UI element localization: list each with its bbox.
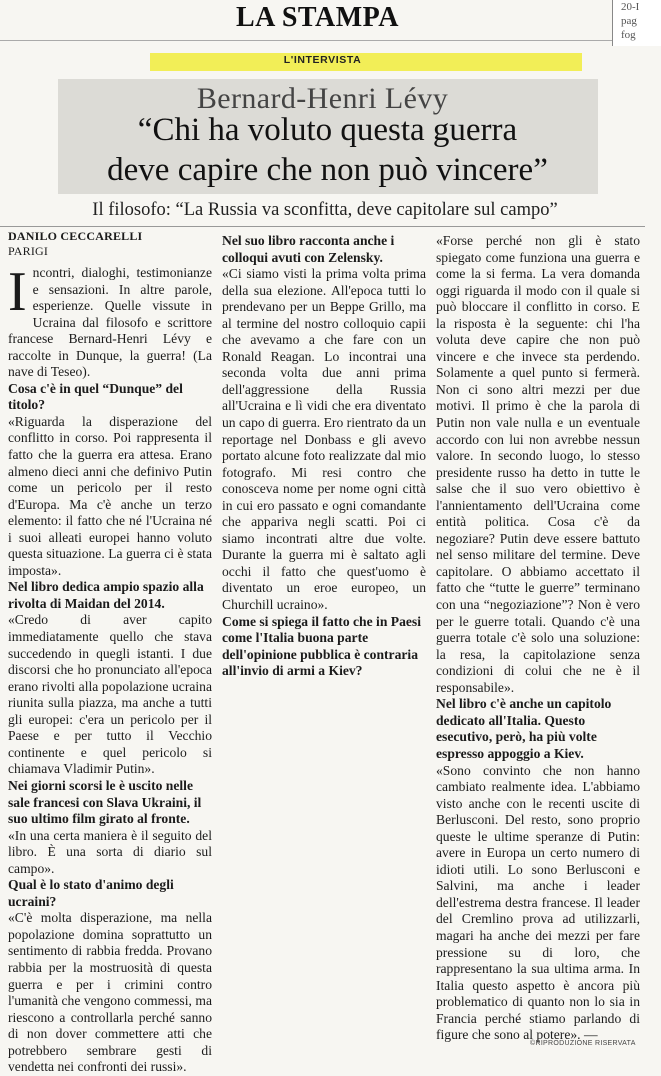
article-column-2 — [222, 233, 426, 680]
question-6: Come si spiega il fatto che in Paesi come l'Italia buona parte dell'opinione pubblica è contraria all'invio di armi a Kiev? — [222, 613, 421, 679]
subtitle-rule — [0, 226, 645, 227]
question-2: Nel libro dedica ampio spazio alla rivolta di Maidan del 2014. — [8, 579, 204, 611]
answer-5: «Ci siamo visti la prima volta prima della sua elezione. All'epoca tutti lo prendevano per un Beppe Grillo, ma al termine del nostro colloquio capii che avevamo a che fare con un Ronald Reagan. Lo incontrai una seconda volta due anni prima dell'aggressione della Russia all'Ucraina e lì vidi che era diventato un capo di guerra. Ero rientrato da un reportage nel Donbass e gli avevo portato alcune foto realizzate dal mio fotografo. Mi resi contro che conosceva nome per nome ogni città in cui ero passato e ogni comandante che appariva negli scatti. Poi ci siamo incontrati altre due volte. Durante la guerra mi è saltato agli occhi il fatto che quest'uomo è diventato un eroe europeo, un Churchill ucraino». — [222, 266, 426, 613]
byline-place: PARIGI — [8, 244, 49, 258]
masthead-rule — [0, 40, 645, 41]
page-corner-info — [612, 0, 661, 46]
question-3: Nei giorni scorsi le è uscito nelle sale francesi con Slava Ukraini, il suo ultimo film girato al fronte. — [8, 777, 202, 827]
interviewee-name: Bernard-Henri Lévy — [196, 82, 449, 115]
headline-line-2: deve capire che non può vincere” — [107, 152, 548, 188]
answer-6: «Forse perché non gli è stato spiegato come funziona una guerra e come la si ferma. La vera domanda oggi riguarda il modo con il quale si può bloccare il conflitto in corso. E la risposta è la seguente: chi l'ha voluta deve capire che non può vincere e che invece sta perdendo. Solamente a quel punto si fermerà. Non ci sono altri mezzi per due motivi. Il primo è che la parola di Putin non vale nulla e un eventuale accordo con lui non avrebbe nessun valore. In secondo luogo, lo stesso presidente russo ha detto in tutte le salse che il suo vero obiettivo è l'annientamento dell'Ucraina come entità politica. Cosa c'è da negoziare? Putin deve essere battuto nel senso militare del termine. Deve capitolare. O abbiamo accettato il fatto che “tutte le guerre” terminano con una “negoziazione”? Non è vero per le guerre totali. Quando c'è una guerra totale c'è solo una soluzione: la resa, la capitolazione senza condizioni di colui che ne è il responsabile». — [436, 233, 640, 695]
corner-page: pag — [621, 15, 637, 27]
kicker: L'INTERVISTA — [283, 54, 362, 66]
question-7: Nel libro c'è anche un capitolo dedicato all'Italia. Questo esecutivo, però, ha più volte espresso appoggio a Kiev. — [436, 696, 612, 761]
article-column-3 — [436, 233, 640, 1043]
article-column-1 — [8, 229, 212, 1075]
question-1: Cosa c'è in quel “Dunque” del titolo? — [8, 380, 183, 413]
intro-paragraph: Incontri, dialoghi, testimonianze e sensazioni. In altre parole, esperienze. Quelle vissute in Ucraina dal filosofo e scrittore francese Bernard-Henri Lévy e raccolte in Dunque, la guerra! (La nave di Teseo). — [8, 261, 212, 380]
answer-2: «Credo di aver capito immediatamente quello che stava succedendo in quegli istanti. I due discorsi che ho pronunciato all'epoca erano rivolti alla popolazione ucraina riunita sulla piazza, ma anche a tutti gli europei: c'era un pericolo per il Paese e per tutto il Vecchio continente e quel pericolo si chiamava Vladimir Putin». — [8, 612, 212, 777]
headline-line-1: “Chi ha voluto questa guerra — [137, 112, 518, 148]
masthead: LA STAMPA — [236, 2, 399, 33]
corner-sheet: fog — [621, 29, 636, 41]
answer-4: «C'è molta disperazione, ma nella popolazione domina soprattutto un sentimento di rabbia fredda. Provano rabbia per la mostruosità di questa guerra e per i crimini contro l'umanità che vengono commessi, ma riescono a controllarla perché sanno di non dover commettere atti che potrebbero sembrare gesti di vendetta nei confronti dei russi». — [8, 910, 212, 1075]
corner-date: 20-I — [621, 1, 640, 13]
question-4: Qual è lo stato d'animo degli ucraini? — [8, 877, 174, 909]
byline-author: DANILO CECCARELLI — [8, 229, 143, 243]
answer-7: «Sono convinto che non hanno cambiato realmente idea. L'abbiamo visto anche con le recenti uscite di Berlusconi. Del resto, sono proprio queste le ultime speranze di Putin: avere in Europa un certo numero di idioti utili. Lo sono Berlusconi e Salvini, ma anche i leader dell'estrema destra francese. Il leader del Cremlino prova ad utilizzarli, magari ha anche dei mezzi per fare pressione su di loro, che rappresentano la sua ultima arma. In Italia questo aspetto è ancora più problematico di quanto non lo sia in Francia perché stiamo parlando di figure che sono al potere». — — [436, 762, 640, 1043]
subtitle: Il filosofo: “La Russia va sconfitta, deve capitolare sul campo” — [92, 200, 558, 220]
answer-3: «In una certa maniera è il seguito del libro. È una sorta di diario sul campo». — [8, 827, 212, 876]
question-5: Nel suo libro racconta anche i colloqui avuti con Zelensky. — [222, 233, 395, 265]
copyright-notice: ©RIPRODUZIONE RISERVATA — [530, 1040, 636, 1047]
answer-1: «Riguarda la disperazione del conflitto in corso. Poi rappresenta il fatto che la guerra era attesa. Erano almeno dieci anni che definivo Putin come un pericolo per il resto d'Europa. Ma c'è anche un terzo elemento: il fatto che né l'Ucraina né i suoi alleati europei hanno voluto questa situazione. La guerra ci è stata imposta». — [8, 413, 212, 578]
